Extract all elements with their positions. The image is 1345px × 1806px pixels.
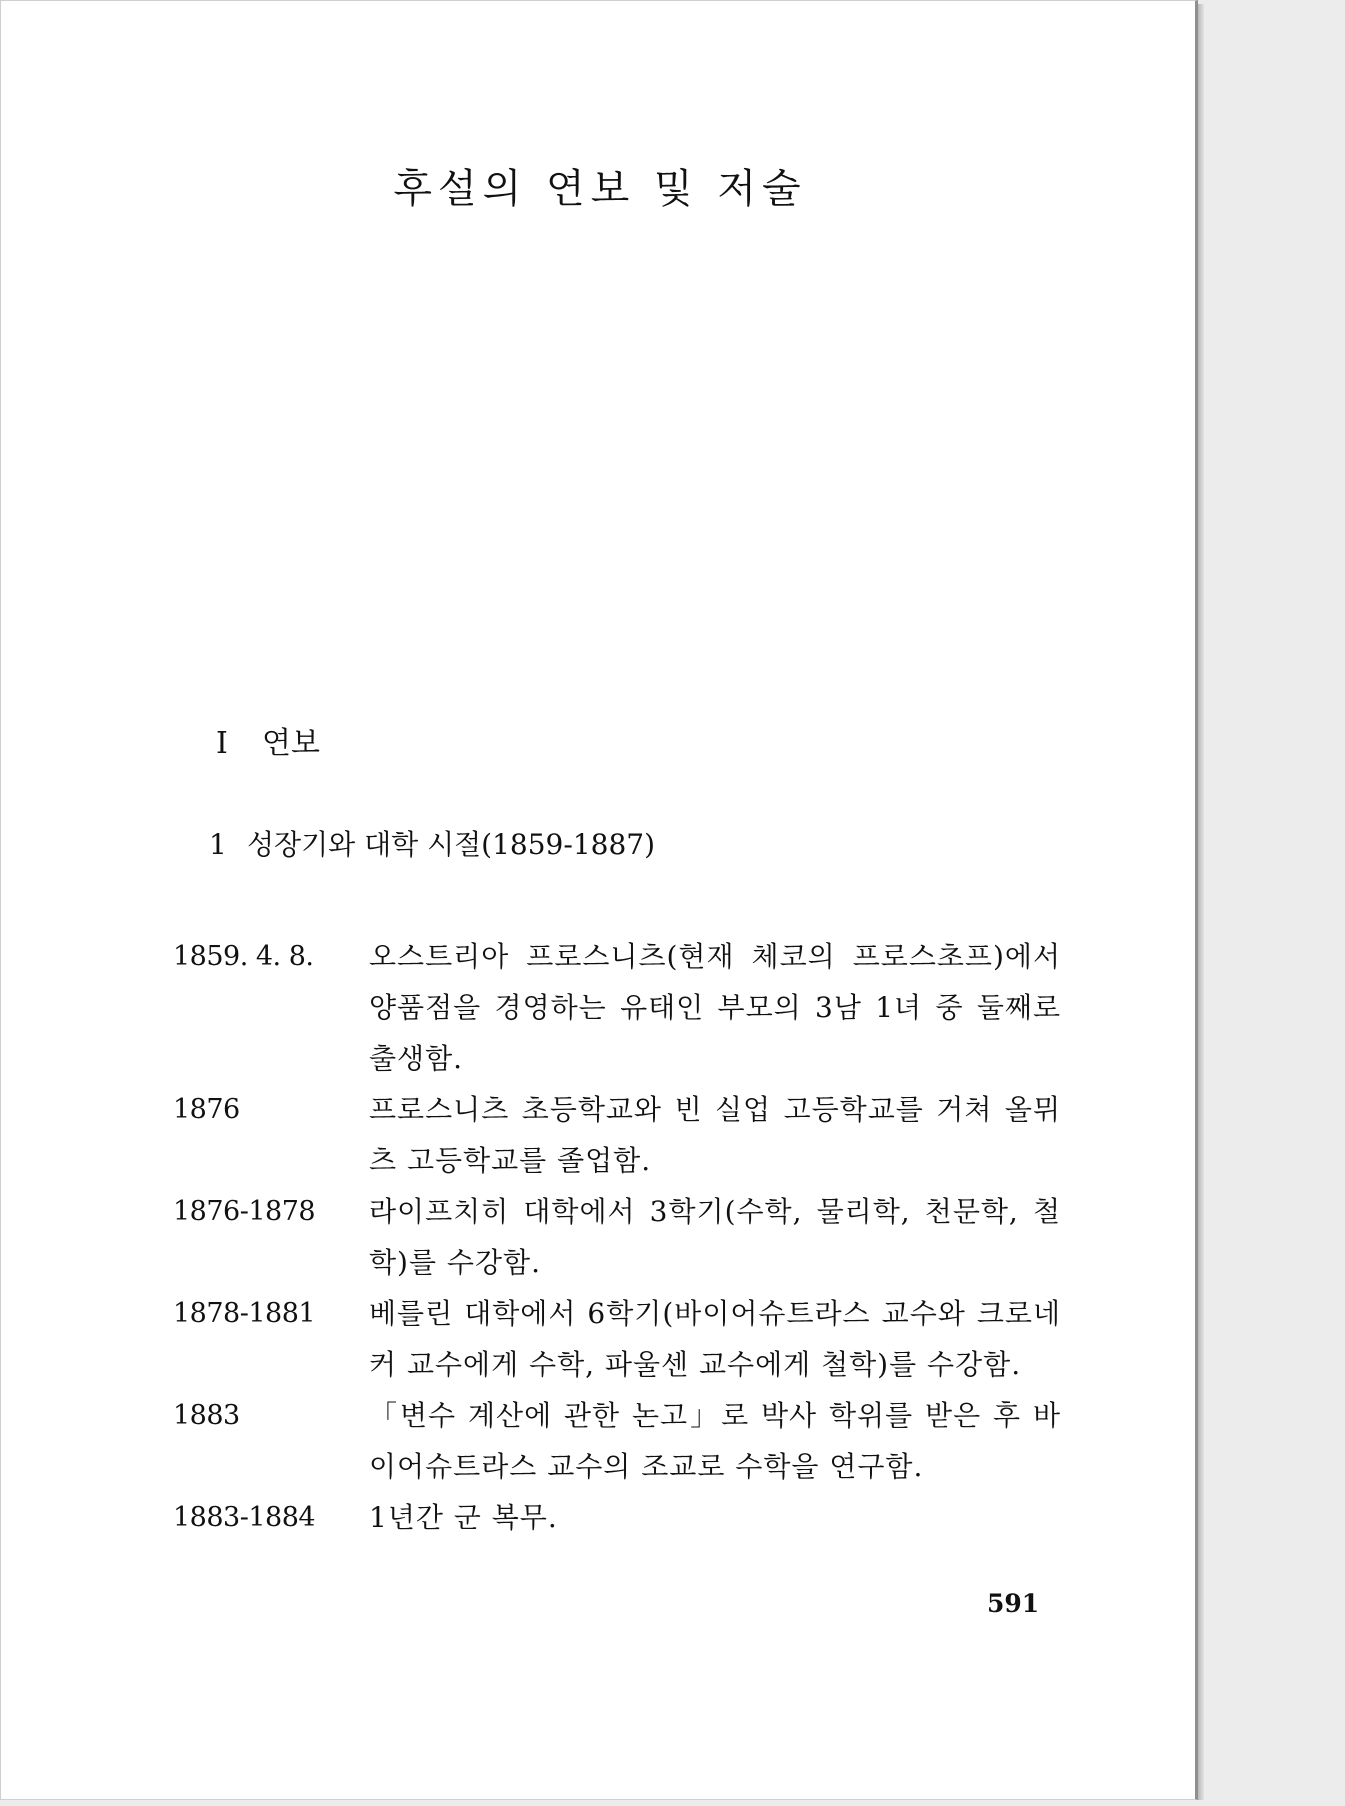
page-number: 591 [987, 1589, 1040, 1618]
entry-year: 1883 [173, 1400, 240, 1431]
entry-year: 1876 [173, 1094, 240, 1125]
chronology-entry [173, 1186, 1073, 1288]
entry-text: 베를린 대학에서 6학기(바이어슈트라스 교수와 크로네커 교수에게 수학, 파울센 교수에게 철학)를 수강함. [369, 1297, 1061, 1381]
subsection-label: 성장기와 대학 시절(1859-1887) [247, 828, 656, 861]
entry-text: 프로스니츠 초등학교와 빈 실업 고등학교를 거쳐 올뮈츠 고등학교를 졸업함. [369, 1093, 1061, 1177]
entry-year: 1878-1881 [173, 1298, 316, 1329]
chronology-entry [173, 931, 1073, 1084]
chronology-list [173, 931, 1073, 1543]
entry-text: 오스트리아 프로스니츠(현재 체코의 프로스초프)에서 양품점을 경영하는 유태인 부모의 3남 1녀 중 둘째로 출생함. [369, 940, 1061, 1075]
section-label: 연보 [262, 726, 320, 761]
chronology-entry [173, 1288, 1073, 1390]
entry-text: 1년간 군 복무. [369, 1501, 558, 1534]
page-title: 후설의 연보 및 저술 [393, 166, 807, 212]
entry-text: 「변수 계산에 관한 논고」로 박사 학위를 받은 후 바이어슈트라스 교수의 조교로 수학을 연구함. [369, 1399, 1061, 1483]
entry-text: 라이프치히 대학에서 3학기(수학, 물리학, 천문학, 철학)를 수강함. [369, 1195, 1061, 1279]
entry-year: 1883-1884 [173, 1502, 316, 1533]
subsection-number: 1 [209, 828, 227, 861]
entry-year: 1859. 4. 8. [173, 941, 314, 972]
page-edge [1198, 4, 1204, 1800]
entry-year: 1876-1878 [173, 1196, 316, 1227]
chronology-entry [173, 1492, 1073, 1543]
chronology-entry [173, 1084, 1073, 1186]
section-number: I [216, 726, 228, 761]
section-heading [216, 726, 320, 761]
subsection-heading [209, 828, 656, 861]
chronology-entry [173, 1390, 1073, 1492]
